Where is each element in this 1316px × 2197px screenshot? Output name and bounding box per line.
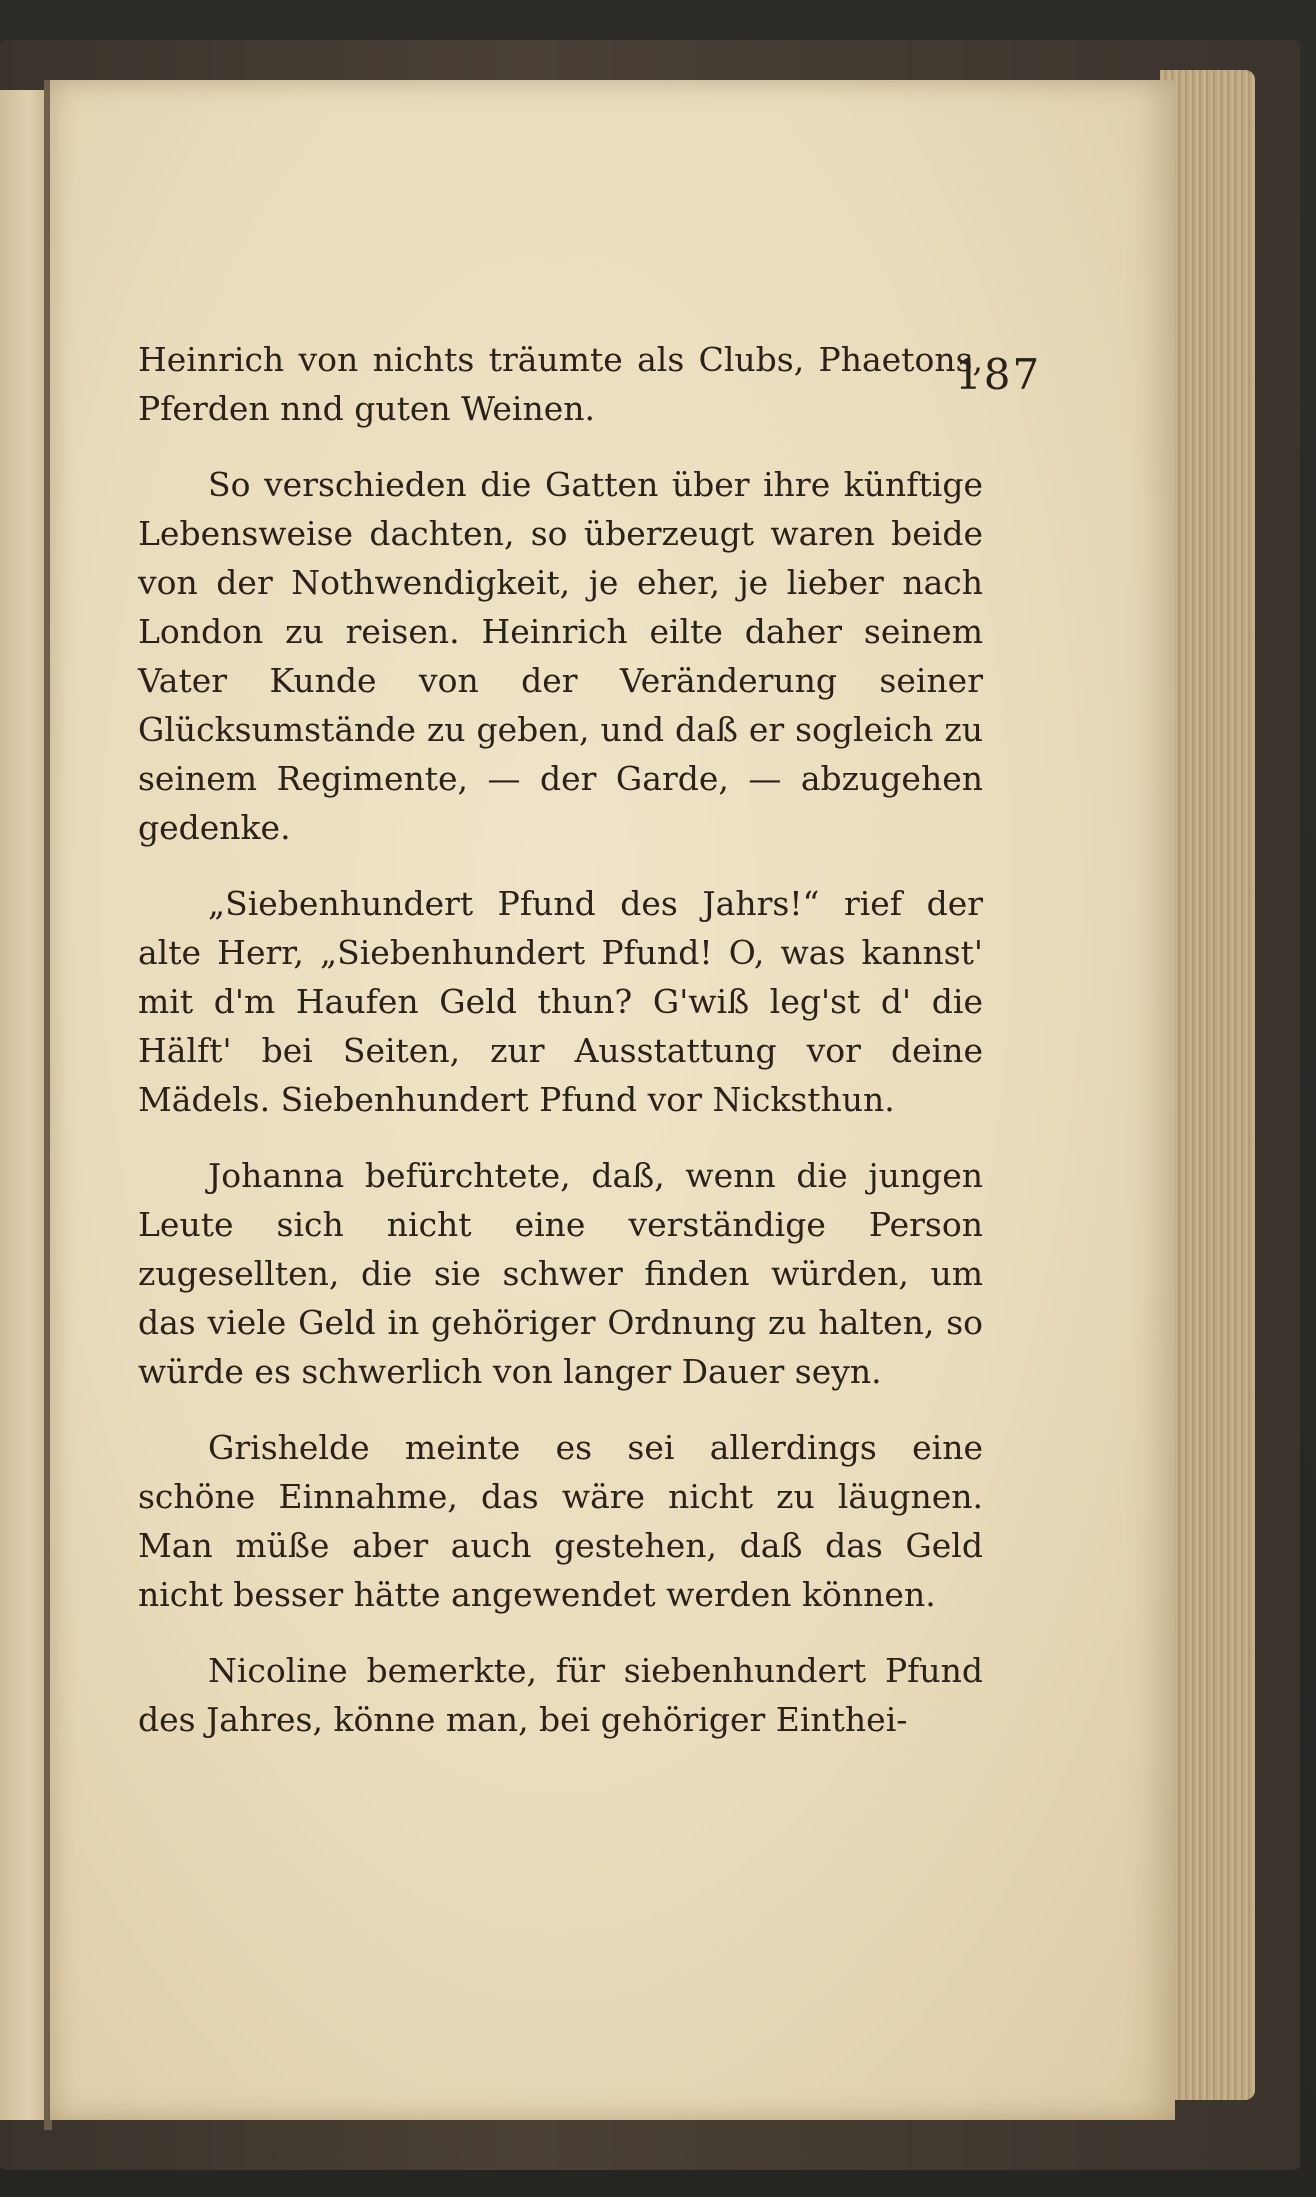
page-number: 187 bbox=[955, 350, 1042, 399]
paragraph-2: So verschieden die Gatten über ihre künftige Lebensweise dachten, so überzeugt waren beide von der Nothwendigkeit, je eher, je lieber nach London zu reisen. Heinrich eilte daher seinem Vater Kunde von der Veränderung seiner Glücksumstände zu geben, und daß er sogleich zu seinem Regimente, — der Garde, — abzugehen gedenke. bbox=[138, 465, 983, 847]
paragraph-6: Nicoline bemerkte, für siebenhundert Pfund des Jahres, könne man, bei gehöriger Einthei- bbox=[138, 1651, 983, 1739]
paragraph-1: Heinrich von nichts träumte als Clubs, Phaetons, Pferden nnd guten Weinen. bbox=[138, 340, 983, 428]
paragraph-5: Grishelde meinte es sei allerdings eine schöne Einnahme, das wäre nicht zu läugnen. Man müße aber auch gestehen, daß das Geld nicht besser hätte angewendet werden können. bbox=[138, 1428, 983, 1614]
paragraph-4: Johanna befürchtete, daß, wenn die jungen Leute sich nicht eine verständige Person zugesellten, die sie schwer finden würden, um das viele Geld in gehöriger Ordnung zu halten, so würde es schwerlich von langer Dauer seyn. bbox=[138, 1156, 983, 1391]
paragraph-3: „Siebenhundert Pfund des Jahrs!“ rief der alte Herr, „Siebenhundert Pfund! O, was kannst' mit d'm Haufen Geld thun? G'wiß leg'st d' die Hälft' bei Seiten, zur Ausstattung vor deine Mädels. Siebenhundert Pfund vor Nicksthun. bbox=[138, 884, 983, 1119]
page-text bbox=[138, 335, 983, 1744]
facing-page-edge bbox=[0, 90, 48, 2120]
